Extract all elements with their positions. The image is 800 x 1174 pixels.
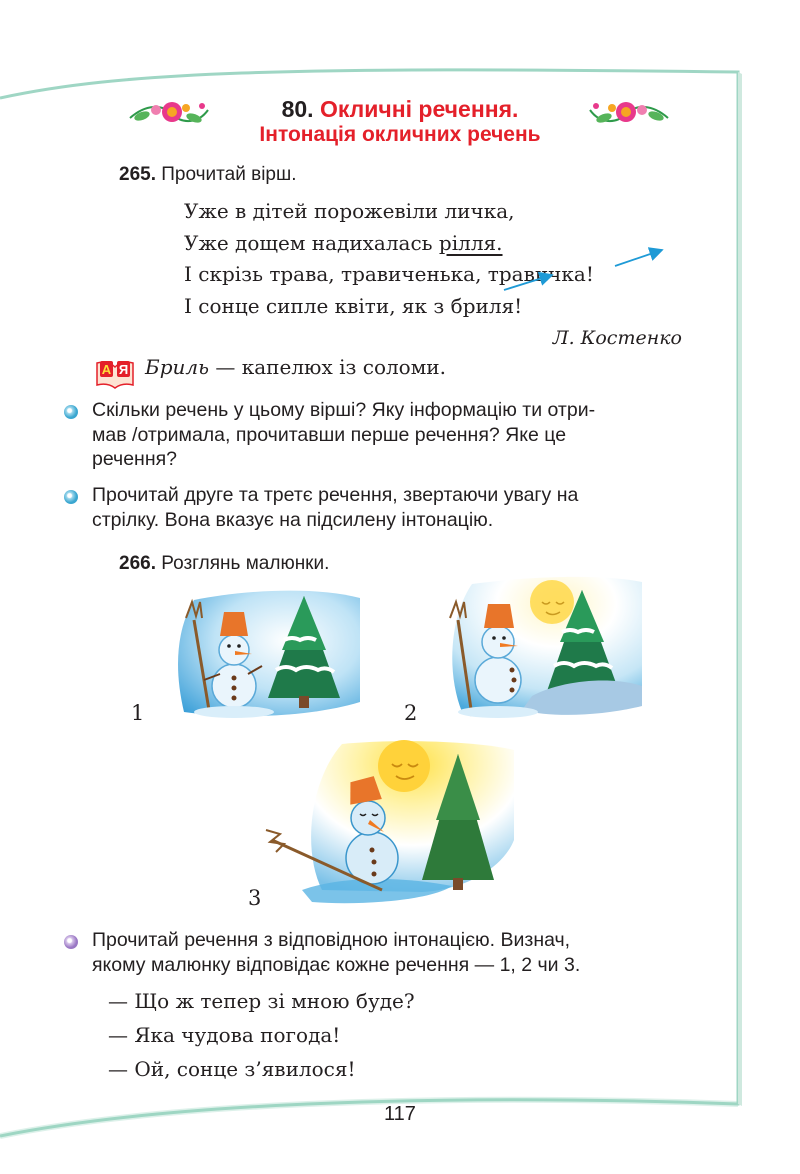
task-line: речення? [92, 448, 177, 470]
exercise-265-heading [119, 164, 297, 186]
exercise-instruction: Розглянь малюнки. [161, 553, 330, 574]
lesson-number: 80. [281, 96, 314, 122]
exercise-number: 266. [119, 553, 156, 574]
exercise-266-heading [119, 553, 329, 575]
svg-text:А: А [101, 362, 112, 377]
picture-label-2: 2 [404, 701, 418, 725]
task-instruction [92, 928, 580, 977]
sentence-item: — Що ж тепер зі мною буде? [108, 989, 415, 1013]
poem-line-start: Уже дощем надихалась [184, 230, 439, 255]
poem-line: І сонце сипле квіти, як з бриля! [184, 293, 523, 318]
intonation-arrow-icon [500, 244, 670, 294]
task-instruction [92, 483, 578, 532]
exercise-instruction: Прочитай вірш. [161, 164, 297, 185]
svg-text:Я: Я [118, 362, 129, 377]
poem-underlined-word: рілля. [438, 230, 503, 255]
task-line: Скільки речень у цьому вірші? Яку інформацію ти отри- [92, 399, 596, 421]
task-line: якому малюнку відповідає кожне речення — 1, 2 чи 3. [92, 953, 581, 976]
poem-author: Л. Костенко [552, 327, 682, 349]
snowman-picture-2 [432, 576, 642, 722]
lesson-title-line1: Окличні речення. [319, 96, 519, 122]
task-line: стрілку. Вона вказує на підсилену інтонацію. [92, 508, 494, 531]
picture-label-1: 1 [131, 701, 145, 725]
dictionary-book-icon [95, 355, 135, 391]
task-bullet-icon [64, 935, 78, 949]
lesson-title-line2: Інтонація окличних речень [259, 123, 541, 146]
picture-label-3: 3 [248, 886, 262, 910]
dictionary-entry [145, 355, 446, 379]
sentence-item: — Яка чудова погода! [108, 1023, 341, 1047]
sentence-item: — Ой, сонце з’явилося! [108, 1057, 356, 1081]
poem-line: І скрізь трава, травиченька, травичка! [184, 262, 594, 286]
task-line: Прочитай друге та третє речення, звертаючи увагу на [92, 484, 579, 506]
flower-ornament-right-icon [588, 96, 670, 132]
task-question [92, 398, 595, 472]
task-line: Прочитай речення з відповідною інтонацією. Визнач, [92, 929, 571, 951]
poem-line: Уже в дітей порожевіли личка, [184, 199, 515, 223]
lesson-heading [200, 96, 600, 147]
snowman-picture-1 [164, 590, 360, 720]
flower-ornament-left-icon [128, 96, 210, 132]
task-bullet-icon [64, 490, 78, 504]
exercise-number: 265. [119, 164, 156, 185]
page-number: 117 [384, 1103, 416, 1125]
task-line: мав /отримала, прочитавши перше речення? Яке це [92, 423, 567, 446]
sentence-list [108, 984, 415, 1086]
dictionary-definition: — капелюх із соломи. [209, 355, 446, 379]
task-bullet-icon [64, 405, 78, 419]
snowman-picture-3 [262, 740, 514, 908]
dictionary-word: Бриль [145, 355, 210, 379]
